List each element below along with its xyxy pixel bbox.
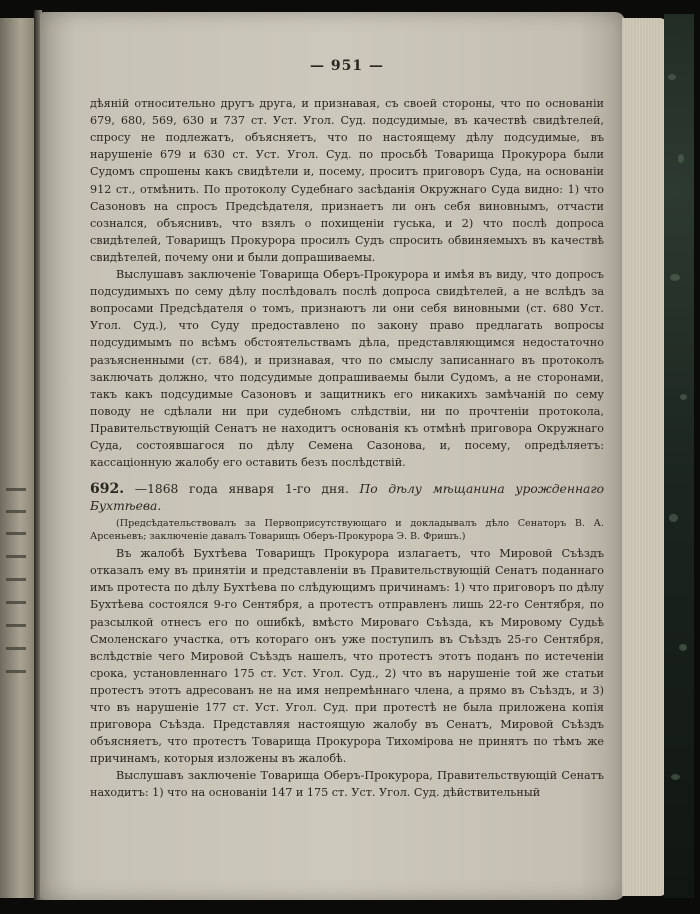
entry-note: (Предсѣдательствовалъ за Первоприсутствующаго и докладывалъ дѣло Сенаторъ В. А. Арсеньевъ; заключеніе давалъ Товарищъ Оберъ-Прокурора Э. В. Фришъ.) [90,518,604,543]
marbled-cover [664,14,694,898]
entry-title: По дѣлу мѣщанина урожденнаго Бухтѣева. [90,482,604,514]
page-number: — 951 — [310,58,384,74]
entry-heading [90,481,604,515]
paragraph: Въ жалобѣ Бухтѣева Товарищъ Прокурора излагаетъ, что Мировой Съѣздъ отказалъ ему въ принятіи и представленіи въ Правительствующій Сенатъ поданнаго имъ протеста по дѣлу Бухтѣева по слѣдующимъ причинамъ: 1) что приговоръ по дѣлу Бухтѣева состоялся 9-го Сентября, а протестъ отправленъ лишь 22-го Сентября, по разсылкой отнесъ его по ошибкѣ, вмѣсто Мироваго Съѣзда, къ Мировому Судьѣ Смоленскаго участка, отъ котораго онъ уже поступилъ въ Съѣздъ 25-го Сентября, вслѣдствіе чего Мировой Съѣздъ нашелъ, что протестъ этотъ поданъ по истеченіи срока, установленнаго 175 ст. Уст. Угол. Суд., 2) что въ нарушеніе той же статьи протестъ этотъ адресованъ не на имя непремѣннаго члена, а прямо въ Съѣздъ, и 3) что въ нарушеніе 177 ст. Уст. Угол. Суд. при протестѣ не была приложена копія приговора Съѣзда. Представляя настоящую жалобу въ Сенатъ, Мировой Съѣздъ объясняетъ, что протестъ Товарища Прокурора Тихомірова не принятъ по тѣмъ же причинамъ, которыя изложены въ жалобѣ. [90,547,604,766]
paragraph: Выслушавъ заключеніе Товарища Оберъ-Прокурора, Правительствующій Сенатъ находитъ: 1) что на основаніи 147 и 175 ст. Уст. Угол. Суд. дѣйствительный [90,769,604,800]
page-block-edges [622,18,666,896]
paragraph: Выслушавъ заключеніе Товарища Оберъ-Прокурора и имѣя въ виду, что допросъ подсудимыхъ по сему дѣлу послѣдовалъ послѣ допроса свидѣтелей, а не вслѣдъ за вопросами Предсѣдателя о томъ, признаютъ ли они себя виновными (ст. 680 Уст. Угол. Суд.), что Суду предоставлено по закону право предлагать вопросы подсудимымъ по всѣмъ обстоятельствамъ дѣла, представляющимся недостаточно разъясненными (ст. 684), и признавая, что по смыслу записаннаго въ протоколъ заключать должно, что подсудимые допрашиваемы были Судомъ, а не сторонами, такъ какъ подсудимые Сазоновъ и защитникъ его никакихъ замѣчаній по сему поводу не сдѣлали ни при судебномъ слѣдствіи, ни по прочтеніи протокола, Правительствующій Сенатъ не находитъ основанія къ отмѣнѣ приговора Окружнаго Суда, состоявшагося по дѣлу Семена Сазонова, и, посему, опредѣляетъ: кассаціонную жалобу его оставить безъ послѣдствій. [90,268,604,470]
entry-number: 692. [90,481,125,498]
entry-date: —1868 года января 1-го дня. [134,482,349,497]
left-page-edge [0,18,36,898]
paragraph: дѣяній относительно другъ друга, и признавая, съ своей стороны, что по основаніи 679, 680, 569, 630 и 737 ст. Уст. Угол. Суд. подсудимые, въ качествѣ свидѣтелей, спросу не подлежатъ, объясняетъ, что по настоящему дѣлу подсудимые, въ нарушеніе 679 и 630 ст. Уст. Угол. Суд. по просьбѣ Товарища Прокурора были Судомъ спрошены какъ свидѣтели и, посему, проситъ приговоръ Суда, на основаніи 912 ст., отмѣнить. По протоколу Судебнаго засѣданія Окружнаго Суда видно: 1) что Сазоновъ на спросъ Предсѣдателя, признаетъ ли онъ себя виновнымъ, отчасти сознался, объяснивъ, что взялъ о похищеніи гуська, и 2) что послѣ допроса свидѣтелей, Товарищъ Прокурора просилъ Судъ спросить обвиняемыхъ въ качествѣ свидѣтелей, почему они и были допрашиваемы. [90,97,604,264]
page-content [90,58,604,802]
